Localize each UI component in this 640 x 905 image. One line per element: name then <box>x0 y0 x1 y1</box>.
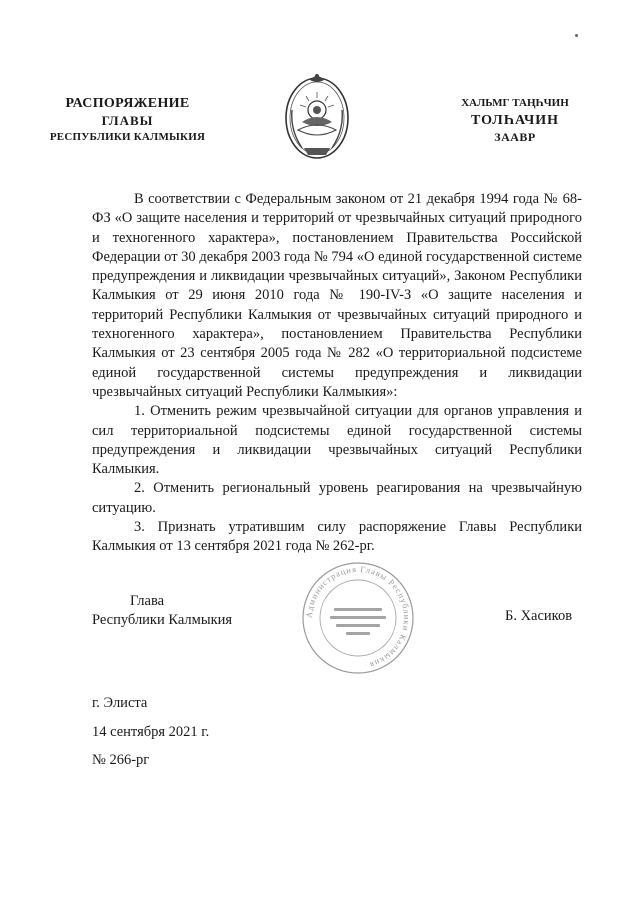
document-date: 14 сентября 2021 г. <box>92 724 210 740</box>
header-right-line1: ХАЛЬМГ ТАҢҺЧИН <box>461 97 569 109</box>
stamp-arc-text: Администрация Главы Республики Калмыкия <box>303 563 413 671</box>
header-right-line2: ТОЛҺАЧИН <box>470 113 560 128</box>
item-1-paragraph: 1. Отменить режим чрезвычайной ситуации для органов управления и сил территориальной подсистемы единой государственной системы предупреждения и ликвидации чрезвычайных ситуаций Республики Калмыкия. <box>92 403 582 478</box>
header-left-title: РАСПОРЯЖЕНИЕ <box>65 96 190 111</box>
item-2-paragraph: 2. Отменить региональный уровень реагирования на чрезвычайную ситуацию. <box>92 480 582 516</box>
item-3-paragraph: 3. Признать утратившим силу распоряжение Главы Республики Калмыкия от 13 сентября 2021 года № 262-рг. <box>92 519 582 555</box>
place-of-issue: г. Элиста <box>92 695 148 711</box>
emblem-icon <box>282 70 352 162</box>
signatory-name: Б. Хасиков <box>505 608 573 624</box>
signatory-title-line2: Республики Калмыкия <box>92 612 233 628</box>
header-left <box>40 95 215 146</box>
header-left-subtitle: ГЛАВЫ <box>101 113 154 128</box>
preamble-paragraph: В соответствии с Федеральным законом от 21 декабря 1994 года № 68-ФЗ «О защите населения и территорий от чрезвычайных ситуаций природного и техногенного характера», постановлением Правительства Российской Федерации от 30 декабря 2003 года № 794 «О единой государственной системе предупреждения и ликвидации чрезвычайных ситуаций», Законом Республики Калмыкия от 29 июня 2010 года № 190-IV-З «О защите населения и территорий Республики Калмыкия от чрезвычайных ситуаций природного и техногенного характера», постановлением Правительства Республики Калмыкия от 23 сентября 2005 года № 282 «О территориальной подсистеме единой государственной системы предупреждения и ликвидации чрезвычайных ситуаций Республики Калмыкия»: <box>92 191 582 400</box>
official-stamp-icon <box>300 560 416 676</box>
signatory-title-line1: Глава <box>130 593 165 609</box>
header-left-region: РЕСПУБЛИКИ КАЛМЫКИЯ <box>49 131 206 143</box>
signatory-title <box>92 592 232 630</box>
document-body <box>92 190 582 557</box>
scan-mark <box>575 34 578 37</box>
document-number: № 266-рг <box>92 752 150 768</box>
header-right <box>445 95 585 146</box>
header-right-line3: ЗААВР <box>494 130 536 144</box>
